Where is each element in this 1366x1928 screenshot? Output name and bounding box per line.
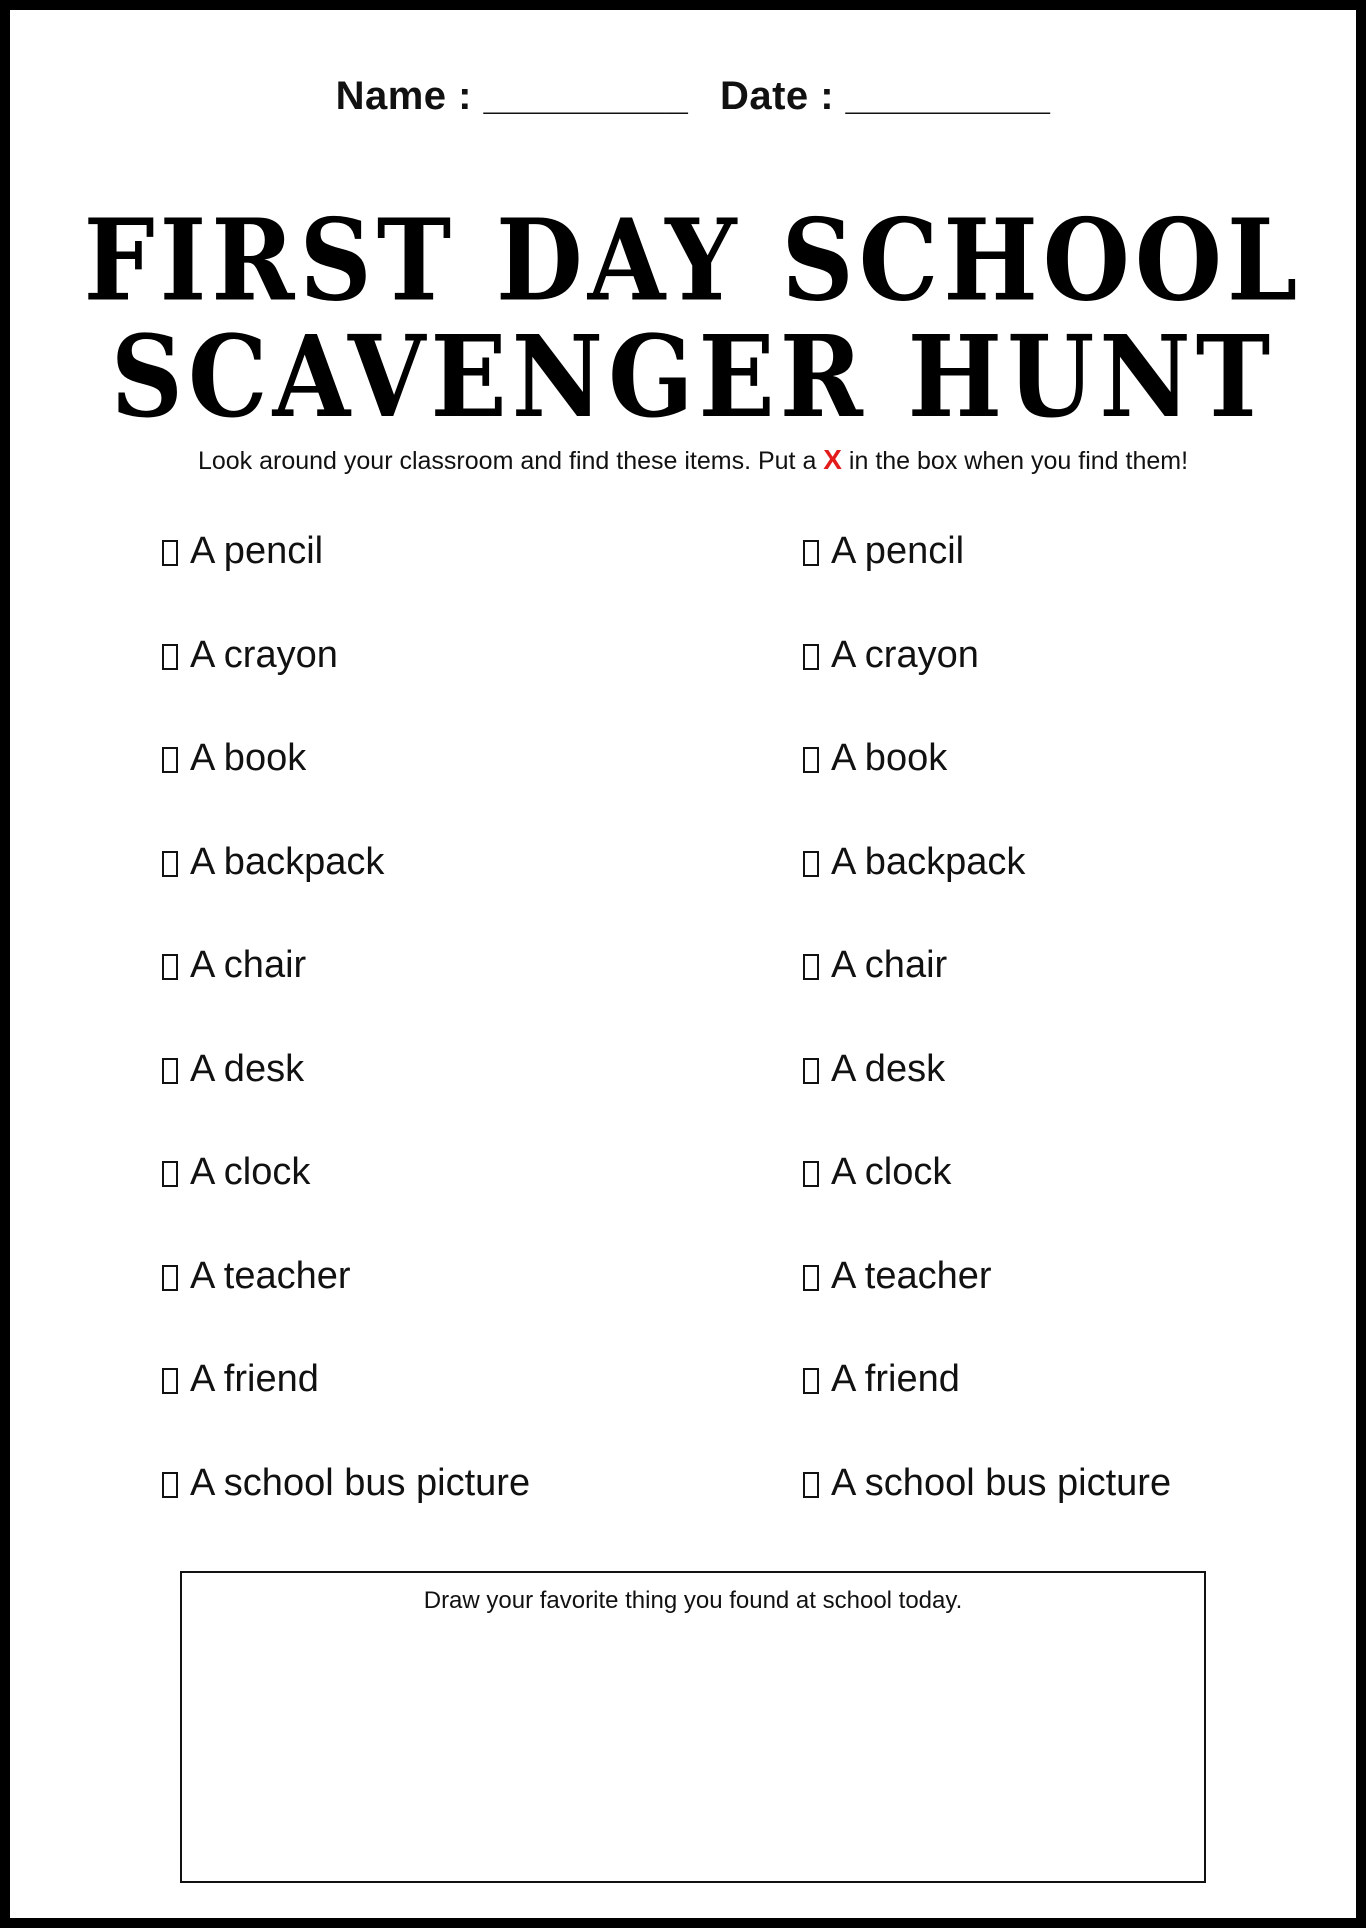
checkbox[interactable] [162, 851, 178, 877]
item-label: A teacher [190, 1254, 351, 1297]
checkbox[interactable] [162, 644, 178, 670]
instructions-before: Look around your classroom and find these items. Put a [197, 447, 824, 475]
checklist-item [803, 841, 1171, 945]
instructions-after: in the box when you find them! [841, 447, 1189, 475]
checkbox[interactable] [803, 540, 819, 566]
drawing-area[interactable] [180, 1571, 1206, 1883]
item-label: A friend [831, 1358, 960, 1400]
item-label: A teacher [831, 1254, 992, 1297]
checklist-item [162, 1255, 530, 1359]
name-date-line [10, 74, 1366, 119]
item-label: A book [190, 737, 307, 779]
checklist-item [162, 634, 530, 738]
item-label: A school bus picture [190, 1461, 531, 1504]
checklist-item [162, 841, 530, 945]
checkbox[interactable] [803, 954, 819, 980]
checkbox[interactable] [803, 747, 819, 773]
checklist-item [803, 1048, 1171, 1152]
item-label: A backpack [190, 840, 385, 883]
checklist-left [162, 530, 530, 1565]
checklist-item [803, 1151, 1171, 1255]
page-title [10, 194, 1366, 443]
checkbox[interactable] [803, 851, 819, 877]
item-label: A friend [190, 1358, 319, 1400]
item-label: A pencil [831, 530, 965, 572]
item-label: A pencil [190, 530, 324, 572]
checkbox[interactable] [803, 1368, 819, 1394]
checkbox[interactable] [803, 644, 819, 670]
title-line-2: SCAVENGER HUNT [110, 310, 1276, 443]
title-line-1: FIRST DAY SCHOOL [83, 194, 1303, 327]
item-label: A desk [831, 1047, 946, 1090]
checklist-item [162, 1462, 530, 1566]
checkbox[interactable] [162, 747, 178, 773]
item-label: A crayon [190, 633, 338, 676]
checklist-item [162, 1048, 530, 1152]
item-label: A book [831, 737, 948, 779]
name-field[interactable]: Name : _________ [335, 74, 689, 118]
checklist-item [803, 634, 1171, 738]
checklist-right [803, 530, 1171, 1565]
checkbox[interactable] [162, 954, 178, 980]
checklist-item [162, 944, 530, 1048]
checkbox[interactable] [803, 1472, 819, 1498]
checkbox[interactable] [162, 540, 178, 566]
checkbox[interactable] [803, 1265, 819, 1291]
checklist-item [803, 1462, 1171, 1566]
date-field[interactable]: Date : _________ [719, 74, 1051, 118]
item-label: A chair [831, 944, 948, 986]
item-label: A clock [190, 1151, 311, 1193]
item-label: A school bus picture [831, 1461, 1172, 1504]
checkbox[interactable] [162, 1161, 178, 1187]
item-label: A backpack [831, 840, 1026, 883]
item-label: A clock [831, 1151, 952, 1193]
checkbox[interactable] [803, 1161, 819, 1187]
checklist-item [803, 530, 1171, 634]
checkbox[interactable] [162, 1368, 178, 1394]
checklist-item [162, 737, 530, 841]
checklist-item [162, 1151, 530, 1255]
checklist-item [803, 1255, 1171, 1359]
instructions [10, 444, 1366, 476]
item-label: A chair [190, 944, 307, 986]
checkbox[interactable] [162, 1265, 178, 1291]
drawing-prompt: Draw your favorite thing you found at school today. [423, 1587, 963, 1614]
checklist-item [803, 944, 1171, 1048]
checkbox[interactable] [162, 1058, 178, 1084]
item-label: A crayon [831, 633, 979, 676]
checkbox[interactable] [803, 1058, 819, 1084]
checkbox[interactable] [162, 1472, 178, 1498]
item-label: A desk [190, 1047, 305, 1090]
checklist-item [162, 530, 530, 634]
checklist-item [803, 1358, 1171, 1462]
checklist-item [162, 1358, 530, 1462]
checklist-item [803, 737, 1171, 841]
x-mark: X [823, 444, 842, 475]
